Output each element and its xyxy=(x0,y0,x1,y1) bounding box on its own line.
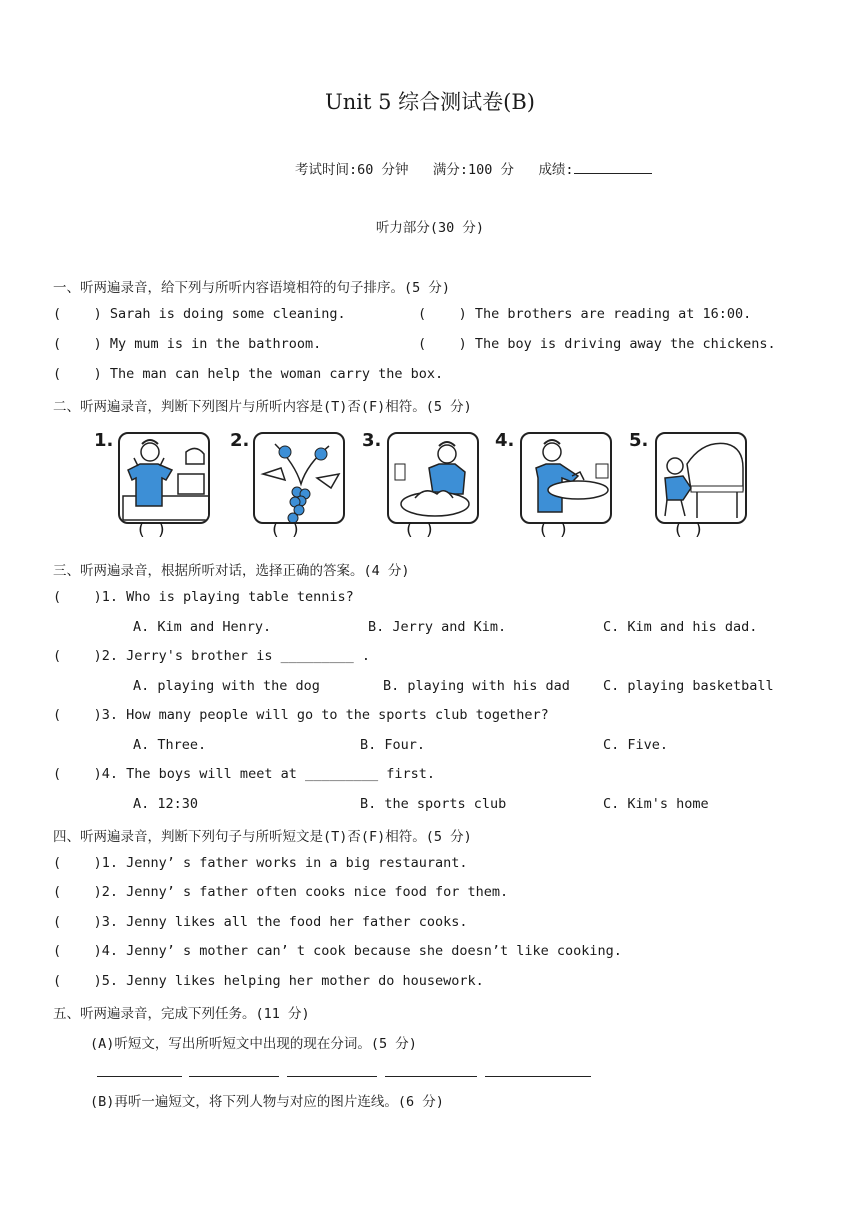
picture-answer-2[interactable]: ( ) xyxy=(270,520,301,540)
picture-number-3: 3. xyxy=(362,430,382,451)
section4-heading: 四、听两遍录音，判断下列句子与所听短文是(T)否(F)相符。(5 分) xyxy=(53,829,472,845)
part-title: 听力部分(30 分) xyxy=(375,220,485,236)
picture-5-piano xyxy=(655,432,747,524)
picture-answer-3[interactable]: ( ) xyxy=(404,520,435,540)
boy-piano-illustration xyxy=(657,434,747,524)
section4-item-5: ( )5. Jenny likes helping her mother do housework. xyxy=(53,973,484,989)
q2-option-c[interactable]: C. playing basketball xyxy=(603,678,774,694)
q3-option-c[interactable]: C. Five. xyxy=(603,737,669,753)
q4-option-c[interactable]: C. Kim's home xyxy=(603,796,709,812)
q2-option-b[interactable]: B. playing with his dad xyxy=(383,678,570,694)
picture-number-2: 2. xyxy=(230,430,250,451)
picture-4-cleaning-table xyxy=(520,432,612,524)
picture-2-grapes xyxy=(253,432,345,524)
picture-number-4: 4. xyxy=(495,430,515,451)
picture-answer-4[interactable]: ( ) xyxy=(538,520,569,540)
section1-item-5: ( ) The man can help the woman carry the box. xyxy=(53,366,444,382)
q4-option-a[interactable]: A. 12:30 xyxy=(133,796,199,812)
section3-heading: 三、听两遍录音，根据所听对话，选择正确的答案。(4 分) xyxy=(53,563,410,579)
exam-info xyxy=(295,158,652,178)
section4-item-3: ( )3. Jenny likes all the food her father cooks. xyxy=(53,914,468,930)
picture-answer-1[interactable]: ( ) xyxy=(136,520,167,540)
picture-1-folding-clothes xyxy=(118,432,210,524)
section5-part-b: (B)再听一遍短文，将下列人物与对应的图片连线。(6 分) xyxy=(90,1094,444,1110)
section1-heading: 一、听两遍录音，给下列与所听内容语境相符的句子排序。(5 分) xyxy=(53,280,451,296)
q1-option-c[interactable]: C. Kim and his dad. xyxy=(603,619,758,635)
grade-label: 成绩: xyxy=(538,162,574,178)
section5-part-a: (A)听短文，写出所听短文中出现的现在分词。(5 分) xyxy=(90,1036,417,1052)
section2-heading: 二、听两遍录音，判断下列图片与所听内容是(T)否(F)相符。(5 分) xyxy=(53,399,472,415)
answer-blank-1[interactable] xyxy=(97,1075,182,1077)
answer-blank-2[interactable] xyxy=(189,1075,279,1077)
boy-folding-clothes-illustration xyxy=(120,434,210,524)
q3-stem: ( )3. How many people will go to the sports club together? xyxy=(53,707,549,723)
section5-heading: 五、听两遍录音，完成下列任务。(11 分) xyxy=(53,1006,310,1022)
section4-item-1: ( )1. Jenny’ s father works in a big restaurant. xyxy=(53,855,468,871)
answer-blank-3[interactable] xyxy=(287,1075,377,1077)
q2-stem: ( )2. Jerry's brother is _________ . xyxy=(53,648,370,664)
section4-item-4: ( )4. Jenny’ s mother can’ t cook because she doesn’t like cooking. xyxy=(53,943,622,959)
q1-option-a[interactable]: A. Kim and Henry. xyxy=(133,619,272,635)
section1-item-4: ( ) The boy is driving away the chickens. xyxy=(418,336,776,352)
grade-blank[interactable] xyxy=(574,161,652,174)
picture-number-1: 1. xyxy=(94,430,114,451)
section1-item-3: ( ) My mum is in the bathroom. xyxy=(53,336,322,352)
man-washing-illustration xyxy=(389,434,479,524)
section1-item-1: ( ) Sarah is doing some cleaning. xyxy=(53,306,346,322)
picture-number-5: 5. xyxy=(629,430,649,451)
picture-answer-5[interactable]: ( ) xyxy=(673,520,704,540)
q4-stem: ( )4. The boys will meet at _________ first. xyxy=(53,766,436,782)
q1-option-b[interactable]: B. Jerry and Kim. xyxy=(368,619,507,635)
grapes-butterflies-illustration xyxy=(255,434,345,524)
page-title: Unit 5 综合测试卷(B) xyxy=(325,90,535,114)
answer-blank-5[interactable] xyxy=(485,1075,591,1077)
q3-option-a[interactable]: A. Three. xyxy=(133,737,207,753)
picture-3-washing xyxy=(387,432,479,524)
q3-option-b[interactable]: B. Four. xyxy=(360,737,426,753)
q1-stem: ( )1. Who is playing table tennis? xyxy=(53,589,354,605)
answer-blank-4[interactable] xyxy=(385,1075,477,1077)
section4-item-2: ( )2. Jenny’ s father often cooks nice food for them. xyxy=(53,884,509,900)
q4-option-b[interactable]: B. the sports club xyxy=(360,796,507,812)
q2-option-a[interactable]: A. playing with the dog xyxy=(133,678,320,694)
section1-item-2: ( ) The brothers are reading at 16:00. xyxy=(418,306,752,322)
full-score: 满分:100 分 xyxy=(432,162,515,178)
exam-time: 考试时间:60 分钟 xyxy=(295,162,409,178)
man-cleaning-table-illustration xyxy=(522,434,612,524)
